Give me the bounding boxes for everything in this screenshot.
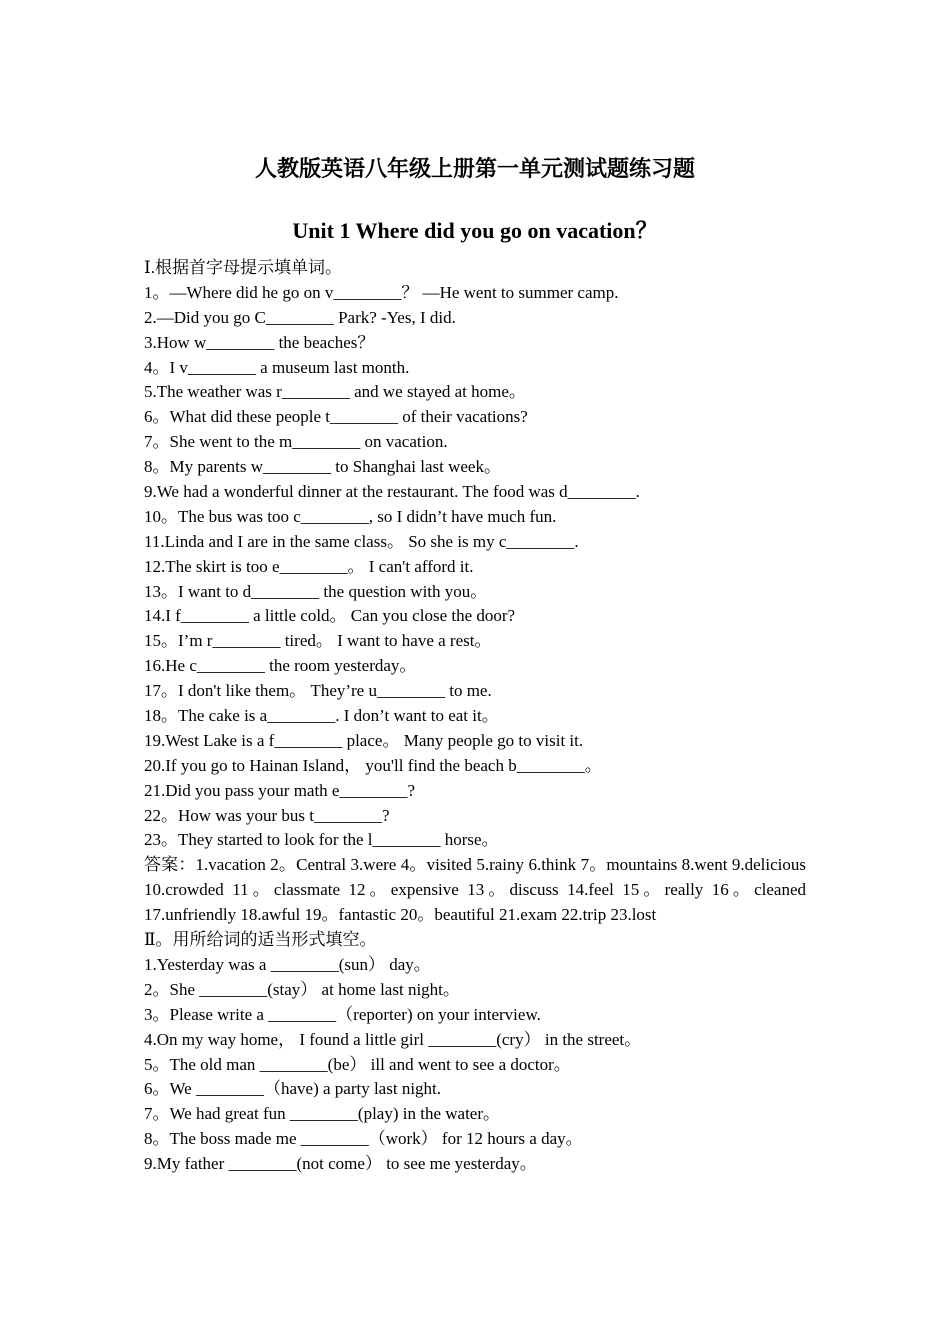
question: 10。The bus was too c________, so I didn’t have much fun. bbox=[144, 506, 557, 526]
question: 1。—Where did he go on v________？ —He went to summer camp. bbox=[144, 282, 619, 302]
question: 15。I’m r________ tired。 I want to have a rest。 bbox=[144, 631, 492, 651]
question: 3。Please write a ________（reporter) on your interview. bbox=[144, 1004, 541, 1024]
question: 6。We ________（have) a party last night. bbox=[144, 1079, 442, 1099]
question: 21.Did you pass your math e________? bbox=[144, 780, 416, 800]
question: 2.—Did you go C________ Park? -Yes, I did. bbox=[144, 307, 456, 327]
question: 3.How w________ the beaches？ bbox=[144, 332, 375, 352]
section-1-heading: Ⅰ.根据首字母提示填单词。 bbox=[144, 258, 342, 277]
question: 9.We had a wonderful dinner at the restaurant. The food was d________. bbox=[144, 482, 640, 502]
question: 1.Yesterday was a ________(sun） day。 bbox=[144, 954, 431, 974]
question: 4.On my way home， I found a little girl ________(cry） in the street。 bbox=[144, 1029, 642, 1049]
question: 4。I v________ a museum last month. bbox=[144, 357, 410, 377]
question: 14.I f________ a little cold。 Can you close the door? bbox=[144, 606, 516, 626]
document-title: 人教版英语八年级上册第一单元测试题练习题 bbox=[254, 156, 695, 181]
question: 17。I don't like them。 They’re u________ to me. bbox=[144, 681, 492, 701]
question: 9.My father ________(not come） to see me yesterday。 bbox=[144, 1154, 537, 1174]
question: 16.He c________ the room yesterday。 bbox=[144, 656, 417, 676]
question: 23。They started to look for the l________ horse。 bbox=[144, 830, 499, 850]
question: 7。She went to the m________ on vacation. bbox=[144, 432, 448, 452]
question: 19.West Lake is a f________ place。 Many people go to visit it. bbox=[144, 730, 584, 750]
question: 12.The skirt is too e________。 I can't afford it. bbox=[144, 556, 474, 576]
question: 13。I want to d________ the question with you。 bbox=[144, 581, 488, 601]
question: 11.Linda and I are in the same class。 So she is my c________. bbox=[144, 531, 579, 551]
unit-title: Unit 1 Where did you go on vacation？ bbox=[292, 218, 658, 243]
question: 20.If you go to Hainan Island， you'll find the beach b________。 bbox=[144, 755, 602, 775]
question: 18。The cake is a________. I don’t want to eat it。 bbox=[144, 706, 499, 726]
question: 7。We had great fun ________(play) in the water。 bbox=[144, 1104, 500, 1124]
document-body bbox=[144, 256, 806, 1177]
question: 8。The boss made me ________（work） for 12 hours a day。 bbox=[144, 1129, 583, 1149]
question: 2。She ________(stay） at home last night。 bbox=[144, 979, 460, 999]
question: 5。The old man ________(be） ill and went to see a doctor。 bbox=[144, 1054, 571, 1074]
question: 8。My parents w________ to Shanghai last week。 bbox=[144, 457, 501, 477]
question: 5.The weather was r________ and we stayed at home。 bbox=[144, 382, 526, 402]
question: 22。How was your bus t________? bbox=[144, 805, 390, 825]
question: 6。What did these people t________ of their vacations? bbox=[144, 407, 528, 427]
answer-key: 答案：1.vacation 2。Central 3.were 4。visited 5.rainy 6.think 7。mountains 8.went 9.delicious 10.crowded 11。classmate 12。expensive 13。discuss 14.feel 15。really 16。cleaned 17.unfriendly 18.awful 19。fantastic 20。beautiful 21.exam 22.trip 23.lost bbox=[144, 855, 806, 925]
section-2-heading: Ⅱ。用所给词的适当形式填空。 bbox=[144, 930, 377, 950]
